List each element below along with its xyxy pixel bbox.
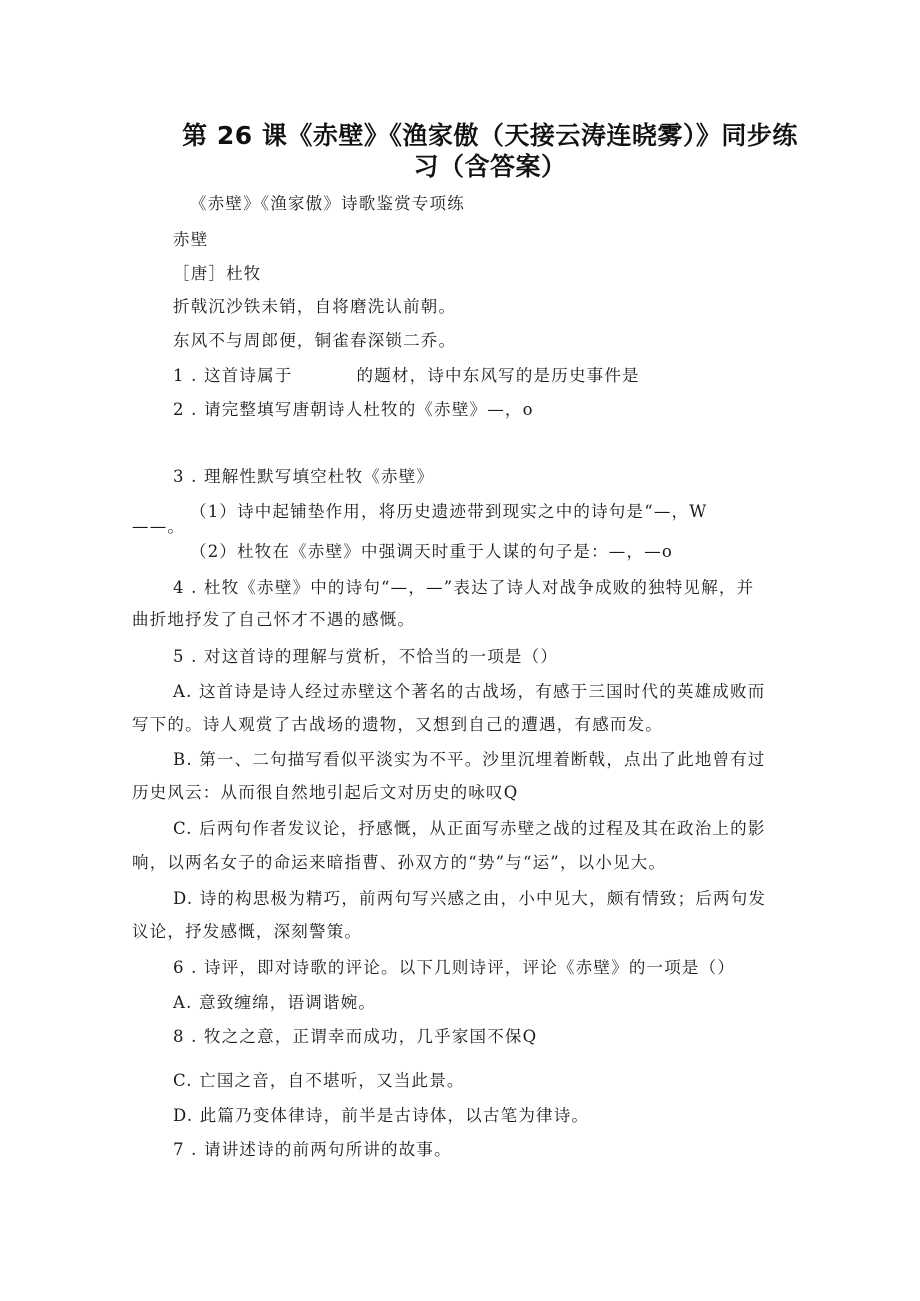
option-c: C. 后两句作者发议论，抒感慨，从正面写赤壁之战的过程及其在政治上的影 (173, 819, 766, 838)
option-a-continued: 写下的。诗人观赏了古战场的遗物，又想到自己的遭遇，有感而发。 (132, 715, 663, 734)
option-a: A. 这首诗是诗人经过赤壁这个著名的古战场，有感于三国时代的英雄成败而 (173, 682, 766, 701)
question-text: 1 . 这首诗属于 (173, 366, 293, 385)
poem-line: 折戟沉沙铁未销，自将磨洗认前朝。 (173, 297, 457, 316)
question-3-part-2: （2）杜牧在《赤壁》中强调天时重于人谋的句子是：—，—o (190, 542, 674, 561)
option-c: C. 亡国之音，自不堪听，又当此景。 (173, 1071, 465, 1090)
option-b: B. 第一、二句描写看似平淡实为不平。沙里沉埋着断戟，点出了此地曾有过 (173, 750, 766, 769)
option-d-continued: 议论，抒发感慨，深刻警策。 (132, 922, 363, 941)
option-b-continued: 历史风云：从而很自然地引起后文对历史的咏叹Q (132, 783, 519, 802)
question-7: 7 . 请讲述诗的前两句所讲的故事。 (173, 1140, 452, 1159)
option-d: D. 此篇乃变体律诗，前半是古诗体，以古笔为律诗。 (173, 1106, 590, 1125)
poem-author: ［唐］杜牧 (173, 264, 262, 283)
section-subtitle: 《赤壁》《渔家傲》诗歌鉴赏专项练 (190, 194, 465, 213)
question-2: 2 . 请完整填写唐朝诗人杜牧的《赤壁》—，o (173, 400, 534, 419)
question-3-part-1-end: ——。 (132, 517, 186, 536)
question-4-continued: 曲折地抒发了自己怀才不遇的感慨。 (132, 610, 416, 629)
question-4: 4 . 杜牧《赤壁》中的诗句“—，—”表达了诗人对战争成败的独特见解，并 (173, 578, 755, 597)
option-b: 8 . 牧之之意，正谓幸而成功，几乎家国不保Q (173, 1027, 538, 1046)
page-title: 第 26 课《赤壁》《渔家傲（天接云涛连晓雾）》同步练 (182, 121, 798, 150)
poem-line: 东风不与周郎便，铜雀春深锁二乔。 (173, 331, 457, 350)
question-3-part-1: （1）诗中起铺垫作用，将历史遗迹带到现实之中的诗句是“—，W (190, 502, 708, 521)
question-5: 5 . 对这首诗的理解与赏析，不恰当的一项是（） (173, 647, 559, 666)
option-d: D. 诗的构思极为精巧，前两句写兴感之由，小中见大，颇有情致；后两句发 (173, 889, 767, 908)
question-3: 3 . 理解性默写填空杜牧《赤壁》 (173, 467, 435, 486)
option-c-continued: 响，以两名女子的命运来暗指曹、孙双方的“势”与“运”，以小见大。 (132, 853, 667, 872)
question-6: 6 . 诗评，即对诗歌的评论。以下几则诗评，评论《赤壁》的一项是（） (173, 958, 736, 977)
page-title-continued: 习（含答案） (413, 152, 567, 181)
option-a: A. 意致缠绵，语调谐婉。 (173, 993, 377, 1012)
question-1 (173, 362, 640, 386)
poem-title: 赤壁 (173, 230, 209, 249)
question-text: 的题材，诗中东风写的是历史事件是 (356, 366, 640, 385)
